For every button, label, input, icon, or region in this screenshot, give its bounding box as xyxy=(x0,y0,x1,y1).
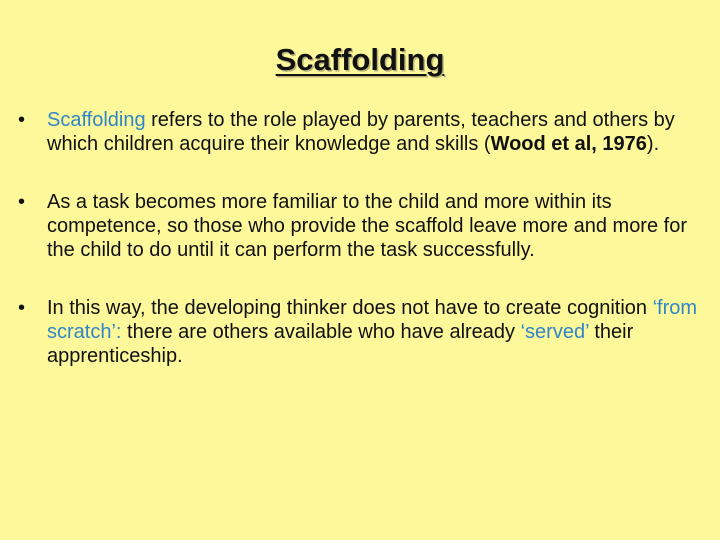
bullet-icon: • xyxy=(18,191,26,213)
bullet-item-task-familiarity xyxy=(18,190,708,262)
citation: Wood et al, 1976 xyxy=(490,133,647,155)
bullet-list xyxy=(18,108,708,402)
bullet-text: As a task becomes more familiar to the child and more within its competence, so those who provide the scaffold leave more and more for the child to do until it can perform the task successfully. xyxy=(47,191,687,261)
bullet-text: In this way, the developing thinker does not have to create cognition xyxy=(47,297,653,319)
bullet-text-middle: there are others available who have already xyxy=(121,321,521,343)
quoted-word-served: ‘served’ xyxy=(520,321,589,343)
bullet-icon: • xyxy=(18,109,26,131)
bullet-text: refers to the role played by parents, teachers and others by which children acquire their knowledge and skills ( xyxy=(47,109,675,155)
bullet-icon: • xyxy=(18,297,26,319)
bullet-item-scaffolding-definition xyxy=(18,108,708,156)
bullet-item-developing-thinker xyxy=(18,296,708,368)
bullet-text-end: their apprenticeship. xyxy=(47,321,634,367)
quoted-phrase-from-scratch: ‘from scratch’: xyxy=(47,297,698,343)
slide-title: Scaffolding xyxy=(275,42,445,77)
bullet-text-end: ). xyxy=(646,133,660,155)
highlighted-term: Scaffolding xyxy=(47,109,146,131)
